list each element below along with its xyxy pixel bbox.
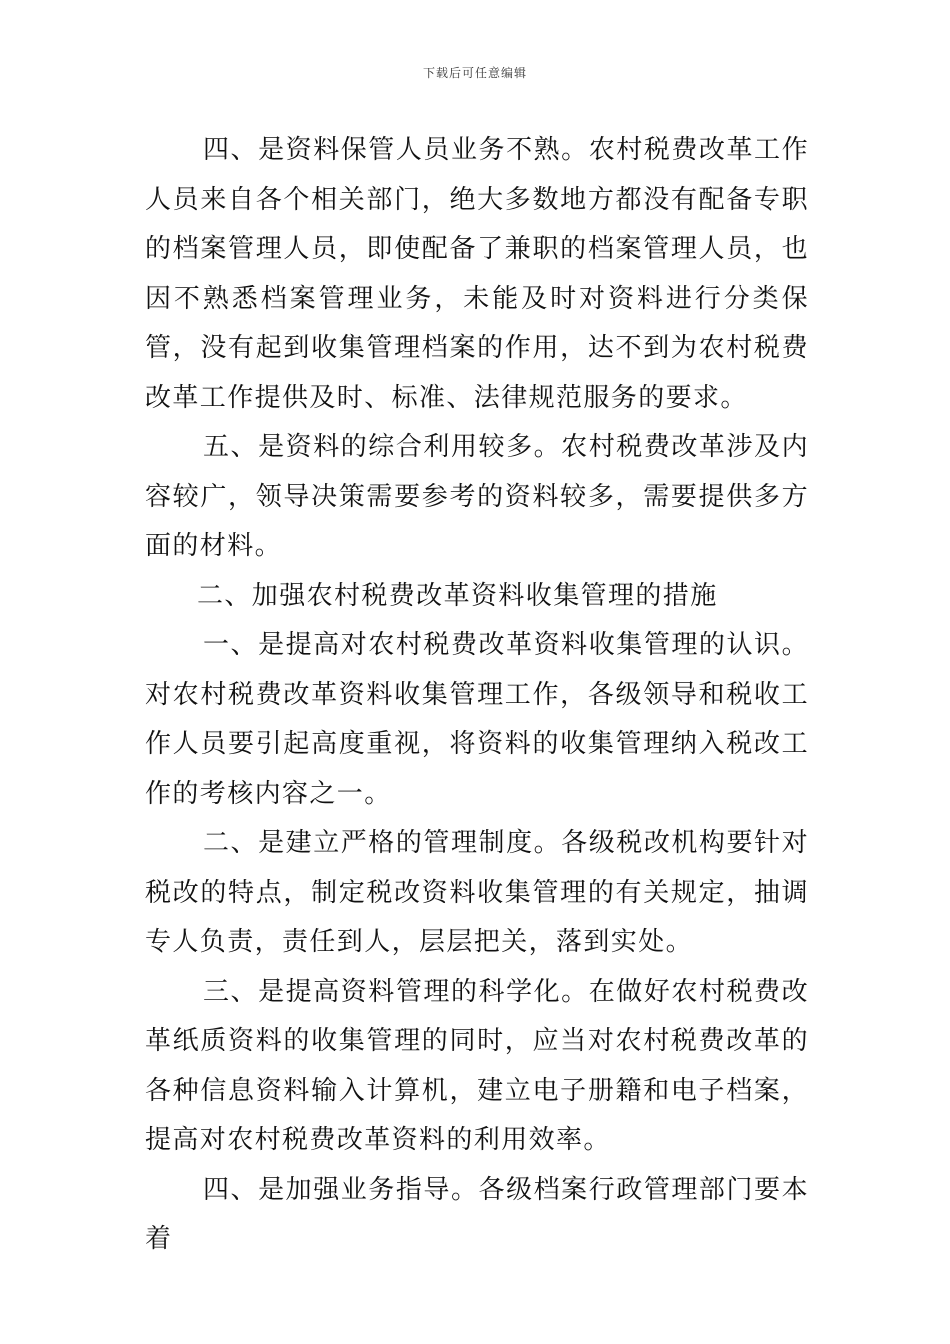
paragraph-business-guidance: 四、是加强业务指导。各级档案行政管理部门要本着 <box>145 1174 809 1254</box>
section-heading-measures: 二、加强农村税费改革资料收集管理的措施 <box>197 580 718 611</box>
paragraph-scientific-management: 三、是提高资料管理的科学化。在做好农村税费改革纸质资料的收集管理的同时，应当对农村税费改革的各种信息资料输入计算机，建立电子册籍和电子档案，提高对农村税费改革资料的利用效率。 <box>145 976 809 1155</box>
document-body <box>145 126 809 1265</box>
paragraph-comprehensive-use: 五、是资料的综合利用较多。农村税费改革涉及内容较广，领导决策需要参考的资料较多，需要提供多方面的材料。 <box>145 432 809 561</box>
paragraph-management-system: 二、是建立严格的管理制度。各级税改机构要针对税改的特点，制定税改资料收集管理的有关规定，抽调专人负责，责任到人，层层把关，落到实处。 <box>145 828 809 957</box>
paragraph-staff-unfamiliar: 四、是资料保管人员业务不熟。农村税费改革工作人员来自各个相关部门，绝大多数地方都没有配备专职的档案管理人员，即使配备了兼职的档案管理人员，也因不熟悉档案管理业务，未能及时对资料进行分类保管，没有起到收集管理档案的作用，达不到为农村税费改革工作提供及时、标准、法律规范服务的要求。 <box>145 135 809 413</box>
page-header-note: 下载后可任意编辑 <box>422 66 527 80</box>
paragraph-raise-awareness: 一、是提高对农村税费改革资料收集管理的认识。对农村税费改革资料收集管理工作，各级领导和税收工作人员要引起高度重视，将资料的收集管理纳入税改工作的考核内容之一。 <box>145 630 809 809</box>
